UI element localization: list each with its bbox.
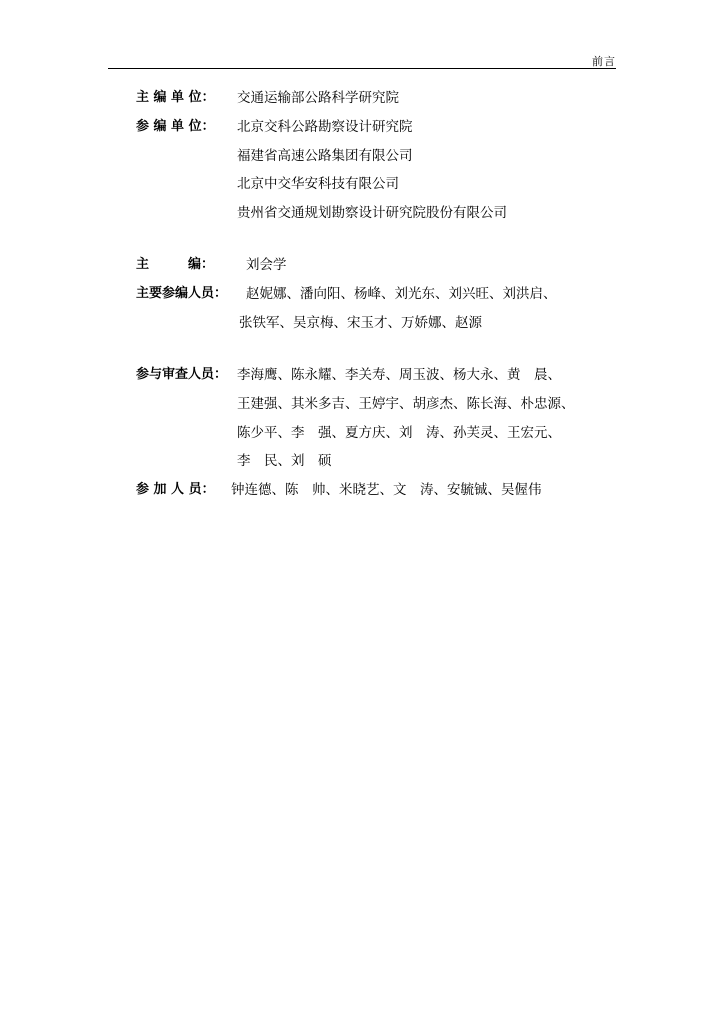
participating-unit-item: 北京交科公路勘察设计研究院: [237, 119, 413, 135]
main-editors-label: 主要参编人员：: [136, 286, 228, 301]
participating-unit-item: 贵州省交通规划勘察设计研究院股份有限公司: [237, 205, 507, 221]
reviewers-line: 李海鹰、陈永耀、李关寿、周玉波、杨大永、黄 晨、: [237, 367, 561, 383]
chief-unit-label: 主 编 单 位：: [136, 90, 215, 105]
chief-editor-value: 刘会学: [246, 257, 287, 273]
participating-unit-item: 北京中交华安科技有限公司: [237, 176, 399, 192]
main-editors-line: 赵妮娜、潘向阳、杨峰、刘光东、刘兴旺、刘洪启、: [246, 286, 557, 302]
participants-value: 钟连德、陈 帅、米晓艺、文 涛、安毓铖、吴偓伟: [231, 482, 542, 498]
main-editors-line: 张铁军、吴京梅、宋玉才、万娇娜、赵源: [239, 315, 482, 331]
reviewers-label: 参与审查人员：: [136, 367, 228, 382]
participants-label: 参 加 人 员：: [136, 482, 215, 497]
reviewers-line: 李 民、刘 硕: [237, 453, 332, 469]
header-divider: [108, 68, 616, 69]
reviewers-line: 王建强、其米多吉、王婷宇、胡彦杰、陈长海、朴忠源、: [237, 396, 575, 412]
reviewers-line: 陈少平、李 强、夏方庆、刘 涛、孙芙灵、王宏元、: [237, 425, 561, 441]
chief-unit-value: 交通运输部公路科学研究院: [237, 90, 399, 106]
header-title: 前言: [592, 55, 616, 68]
chief-editor-label: 主 编：: [136, 257, 215, 272]
participating-units-label: 参 编 单 位：: [136, 119, 215, 134]
participating-unit-item: 福建省高速公路集团有限公司: [237, 148, 413, 164]
